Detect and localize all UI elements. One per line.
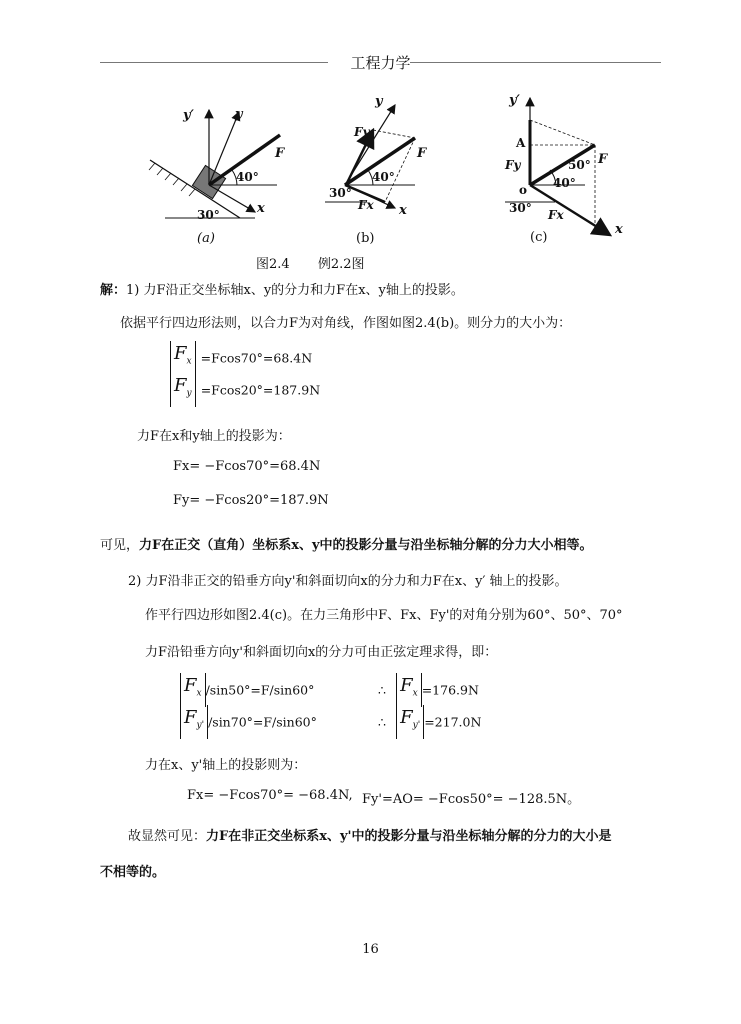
equation-6: $F_{y'}$ /sin70°=F/sin60° — [180, 705, 317, 739]
c-F-label: F — [598, 152, 608, 167]
header-title: 工程力学 — [350, 54, 411, 72]
b-Fy-label: Fy — [354, 125, 370, 139]
equation-7: Fx= −Fcos70°= −68.4N, — [187, 788, 353, 803]
equation-2-text: =Fcos20°=187.9N — [200, 382, 321, 398]
b-Fx-label: Fx — [358, 198, 374, 212]
paragraph-4-lead: 可见， — [100, 538, 140, 553]
c-Fx-label: Fx — [548, 208, 564, 222]
header-rule-right — [410, 62, 661, 63]
paragraph-5: 2) 力F沿非正交的铅垂方向y'和斜面切向x的分力和力F在x、y′ 轴上的投影。 — [128, 574, 568, 589]
c-angle40: 40° — [553, 176, 576, 190]
paragraph-4 — [100, 534, 593, 553]
c-angle30: 30° — [509, 201, 532, 215]
equation-6-result: ∴ $F_{y'} =217.0N$ — [378, 705, 481, 739]
b-F-label: F — [417, 146, 427, 161]
paragraph-1 — [100, 279, 464, 298]
equation-8: Fy'=AO= −Fcos50°= −128.5N。 — [362, 792, 581, 807]
paragraph-1-text: 1) 力F沿正交坐标轴x、y的分力和力F在x、y轴上的投影。 — [126, 283, 464, 298]
a-F-label: F — [275, 146, 285, 161]
figure-title: 例2.2图 — [317, 257, 365, 272]
a-angle40: 40° — [236, 170, 259, 184]
therefore-symbol: ∴ — [378, 682, 386, 698]
page-number: 16 — [362, 942, 379, 957]
equation-1: $F_x =Fcos70^\circ=68.4N$ — [170, 341, 312, 375]
b-x-label: x — [399, 203, 407, 218]
equation-6-text: /sin70°=F/sin60° — [208, 714, 317, 730]
paragraph-8: 力在x、y'轴上的投影则为： — [145, 758, 307, 773]
paragraph-7: 力F沿铅垂方向y'和斜面切向x的分力可由正弦定理求得，即： — [145, 645, 498, 660]
page-header — [100, 52, 661, 72]
c-caption: (c) — [530, 230, 548, 245]
b-angle40: 40° — [372, 170, 395, 184]
a-caption: (a) — [197, 231, 215, 246]
c-A-label: A — [516, 136, 526, 150]
c-yprime-label: y′ — [509, 93, 520, 108]
b-y-label: y — [375, 94, 383, 109]
b-caption: (b) — [356, 231, 375, 246]
equation-5-result-text: =176.9N — [421, 682, 479, 698]
figure-caption — [256, 253, 365, 272]
therefore-symbol: ∴ — [378, 714, 386, 730]
a-yprime-label: y′ — [183, 108, 194, 123]
equation-2: $F_y =Fcos20^\circ=187.9N$ — [170, 373, 320, 407]
paragraph-9 — [128, 825, 612, 844]
a-y-label: y — [235, 107, 243, 122]
paragraph-4-emphasis: 力F在正交（直角）坐标系x、y中的投影分量与沿坐标轴分解的分力大小相等。 — [139, 538, 593, 553]
a-angle30: 30° — [197, 208, 220, 222]
a-x-label: x — [257, 201, 265, 216]
c-o-label: o — [519, 183, 528, 197]
paragraph-10: 不相等的。 — [100, 865, 166, 880]
figure-2-4 — [145, 90, 645, 250]
paragraph-2: 依据平行四边形法则，以合力F为对角线，作图如图2.4(b)。则分力的大小为： — [120, 316, 572, 331]
figure-number: 图2.4 — [256, 257, 290, 272]
equation-4: Fy= −Fcos20°=187.9N — [173, 493, 329, 508]
equation-5-text: /sin50°=F/sin60° — [205, 682, 315, 698]
solution-label: 解： — [100, 283, 127, 298]
equation-1-text: =Fcos70°=68.4N — [200, 350, 313, 366]
paragraph-3: 力F在x和y轴上的投影为： — [137, 429, 291, 444]
equation-6-result-text: =217.0N — [424, 714, 482, 730]
b-angle30: 30° — [329, 186, 352, 200]
paragraph-9-lead: 故显然可见： — [128, 829, 207, 844]
paragraph-6: 作平行四边形如图2.4(c)。在力三角形中F、Fx、Fy'的对角分别为60°、50°、70° — [145, 608, 623, 623]
c-x-label: x — [615, 222, 623, 237]
equation-5-result: ∴ $F_x =176.9N$ — [378, 673, 479, 707]
paragraph-9-emphasis: 力F在非正交坐标系x、y'中的投影分量与沿坐标轴分解的分力的大小是 — [206, 829, 612, 844]
equation-3: Fx= −Fcos70°=68.4N — [173, 459, 321, 474]
c-Fy-label: Fy — [505, 158, 521, 172]
c-angle50: 50° — [568, 158, 591, 172]
equation-5: $F_x$ /sin50°=F/sin60° — [180, 673, 314, 707]
